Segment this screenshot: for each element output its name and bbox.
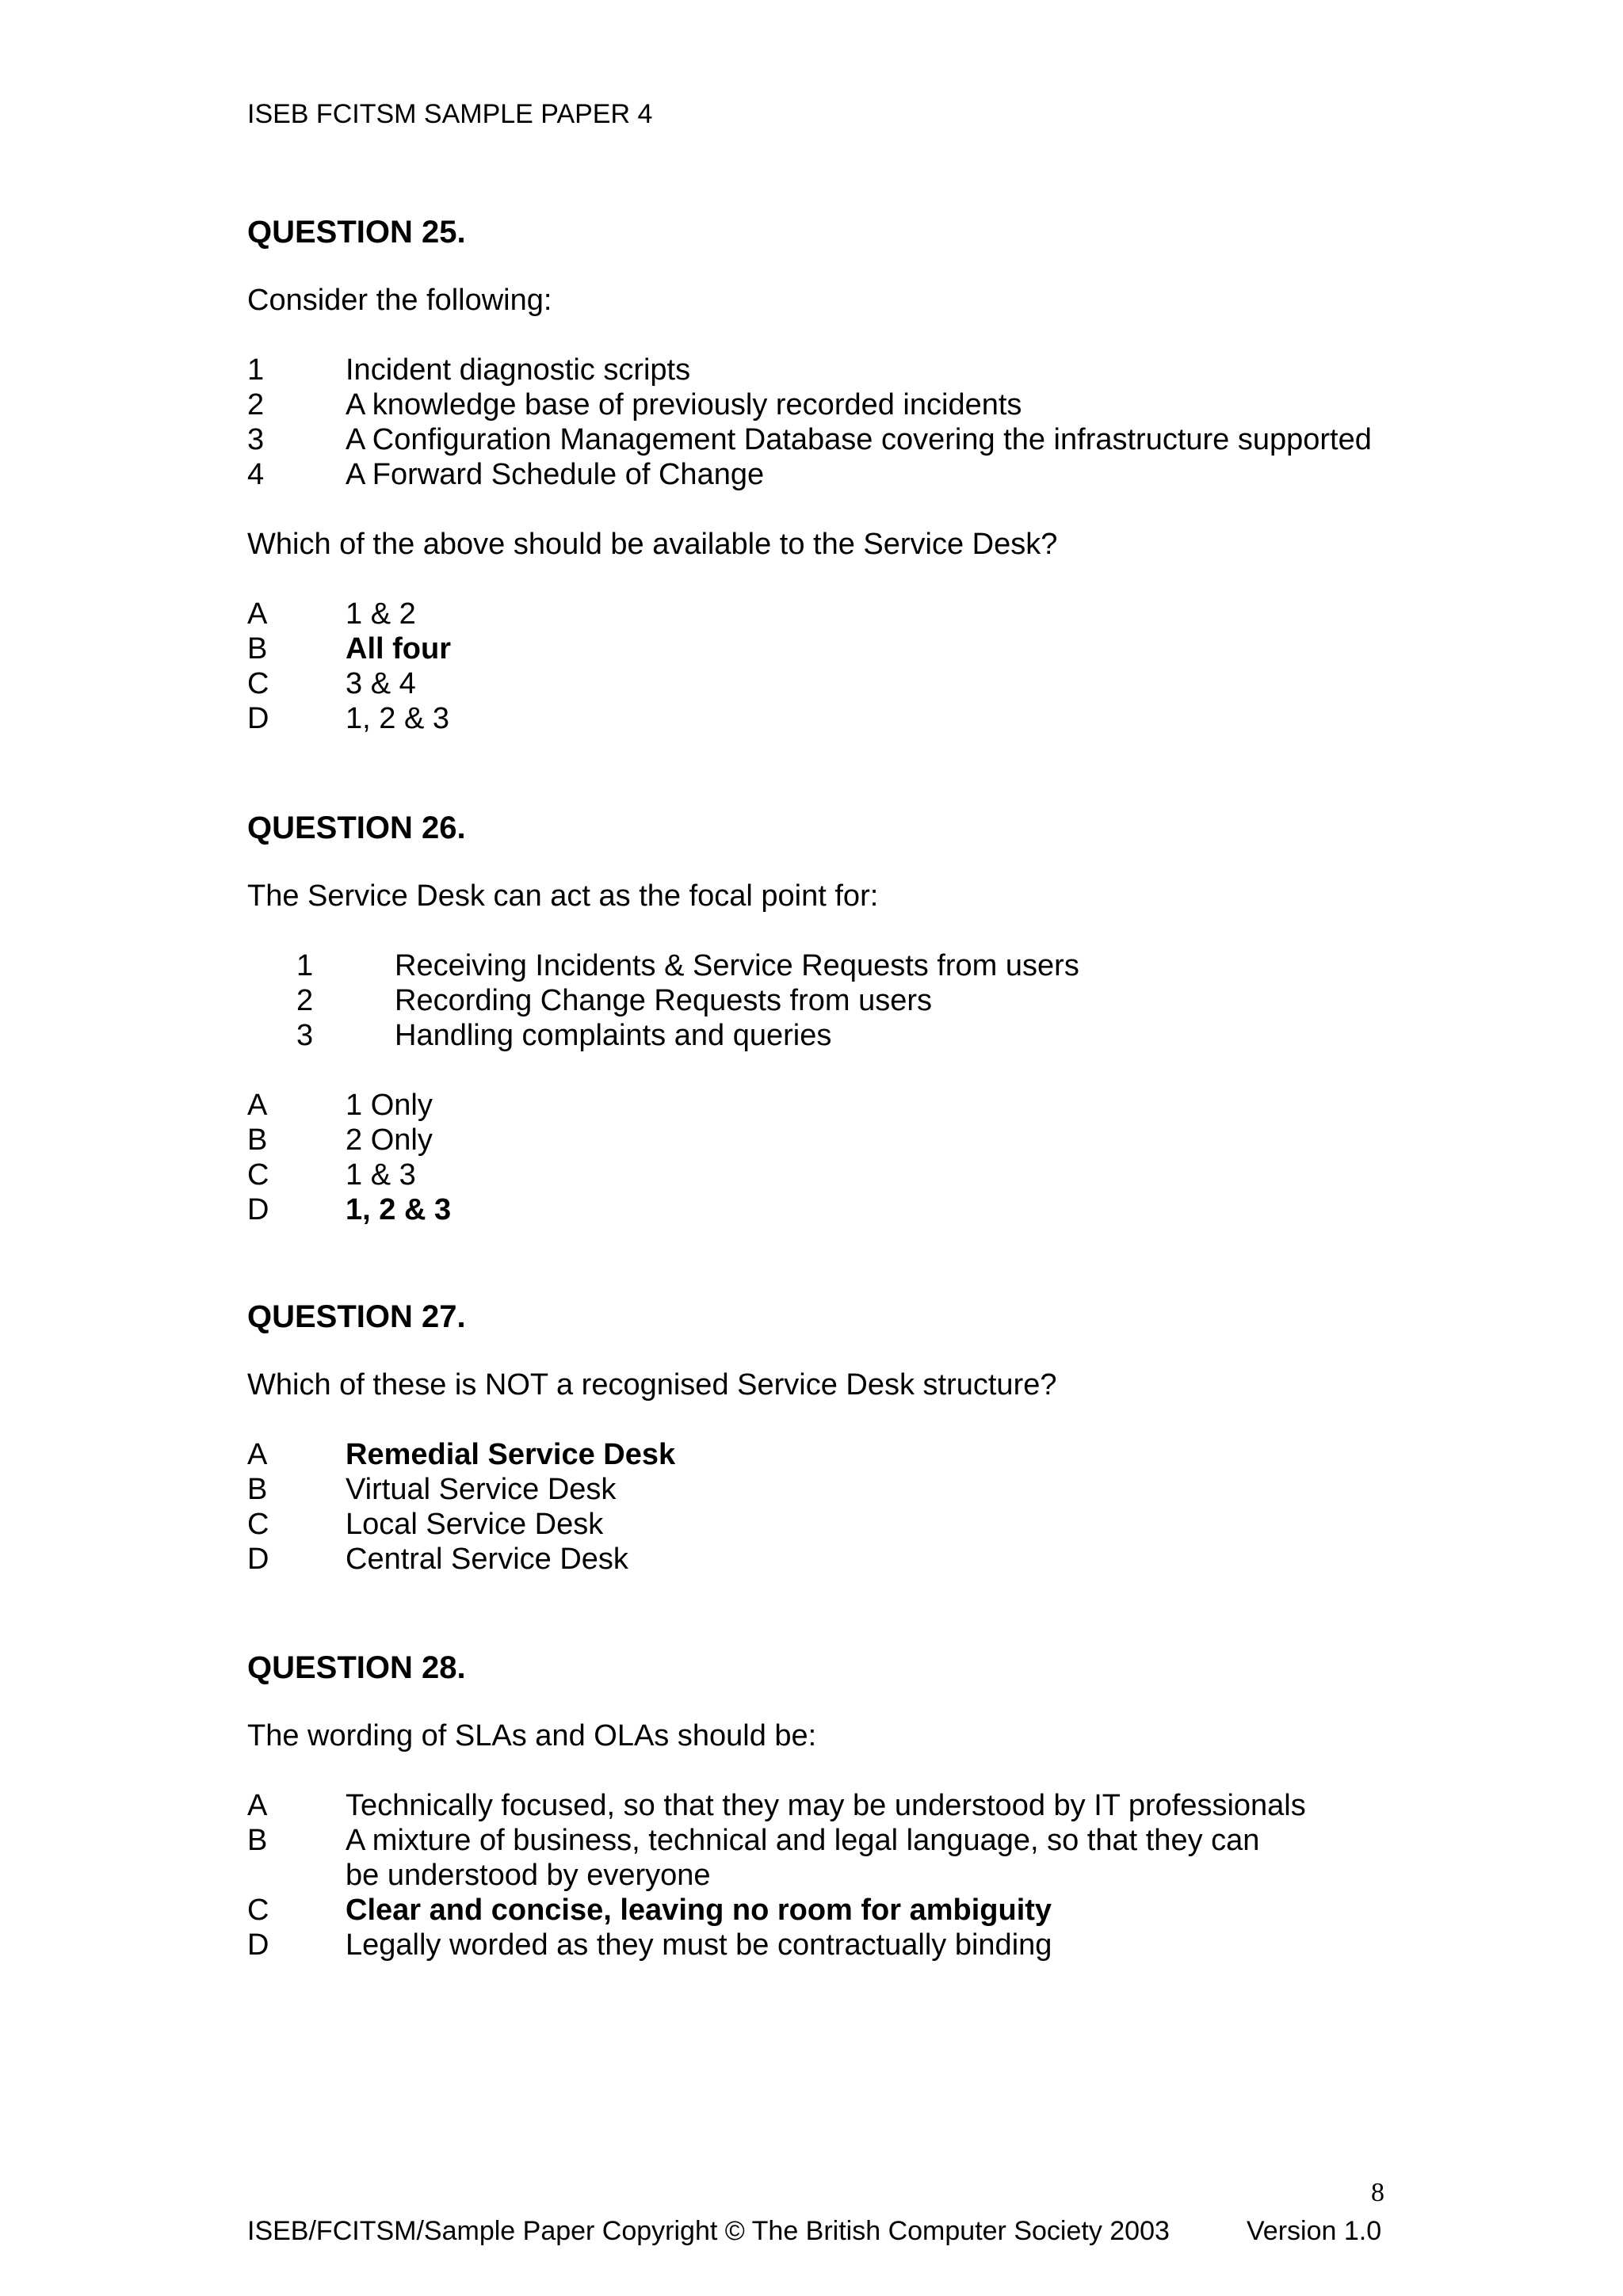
- question-prompt: Which of the above should be available to the Service Desk?: [247, 528, 1058, 561]
- question-intro: Which of these is NOT a recognised Service Desk structure?: [247, 1368, 1057, 1402]
- option-letter: A: [247, 1789, 268, 1822]
- item-number: 2: [296, 984, 314, 1017]
- list-item: [247, 353, 1396, 387]
- question-intro: The wording of SLAs and OLAs should be:: [247, 1719, 817, 1753]
- option-text-correct: 1, 2 & 3: [346, 1193, 452, 1226]
- answer-option: [247, 597, 1396, 631]
- answer-option: [247, 701, 1396, 736]
- list-item: [247, 457, 1396, 492]
- answer-option: [247, 1192, 1396, 1227]
- option-text: 1 & 3: [346, 1158, 416, 1192]
- option-letter: C: [247, 667, 269, 700]
- list-item: [247, 422, 1396, 457]
- option-text-correct: All four: [346, 632, 451, 666]
- answer-option: [247, 1823, 1396, 1893]
- answer-options: [247, 1088, 1396, 1227]
- answer-option: [247, 1088, 1396, 1123]
- answer-option: [247, 1507, 1396, 1542]
- question-title: QUESTION 25.: [247, 215, 466, 250]
- item-number: 1: [296, 949, 314, 982]
- answer-option: [247, 1158, 1396, 1192]
- answer-option: [247, 1893, 1396, 1928]
- page-number: 8: [1371, 2178, 1384, 2207]
- option-letter: A: [247, 597, 268, 631]
- question-intro: The Service Desk can act as the focal point for:: [247, 879, 879, 913]
- question-27: [247, 1299, 1396, 1577]
- item-text: A Forward Schedule of Change: [346, 458, 765, 491]
- question-title: QUESTION 28.: [247, 1650, 466, 1685]
- item-text: Incident diagnostic scripts: [346, 353, 691, 387]
- option-letter: B: [247, 1824, 268, 1857]
- option-text: Legally worded as they must be contractually binding: [346, 1928, 1052, 1962]
- option-letter: D: [247, 1543, 269, 1576]
- option-text: 2 Only: [346, 1123, 433, 1157]
- answer-options: [247, 597, 1396, 736]
- item-list: [247, 948, 1396, 1053]
- item-text: A knowledge base of previously recorded incidents: [346, 388, 1022, 421]
- option-letter: C: [247, 1894, 269, 1927]
- question-title: QUESTION 27.: [247, 1299, 466, 1334]
- option-text: 1 & 2: [346, 597, 416, 631]
- question-28: [247, 1650, 1396, 1962]
- answer-option: [247, 631, 1396, 666]
- option-letter: B: [247, 1473, 268, 1506]
- question-25: [247, 214, 1396, 736]
- answer-option: [247, 1928, 1396, 1962]
- answer-option: [247, 1788, 1396, 1823]
- item-text: Handling complaints and queries: [395, 1019, 832, 1052]
- option-text: A mixture of business, technical and legal language, so that they can be understood by everyone: [346, 1824, 1260, 1892]
- question-intro: Consider the following:: [247, 284, 552, 317]
- answer-option: [247, 1123, 1396, 1158]
- item-number: 4: [247, 458, 265, 491]
- list-item: [247, 983, 1396, 1018]
- option-letter: D: [247, 702, 269, 735]
- answer-options: [247, 1437, 1396, 1577]
- answer-option: [247, 666, 1396, 701]
- option-letter: D: [247, 1928, 269, 1962]
- option-letter: C: [247, 1158, 269, 1192]
- option-letter: B: [247, 1123, 268, 1157]
- option-text: 1, 2 & 3: [346, 702, 449, 735]
- item-list: [247, 353, 1396, 492]
- option-text: Technically focused, so that they may be understood by IT professionals: [346, 1789, 1306, 1822]
- item-text: A Configuration Management Database covering the infrastructure supported: [346, 423, 1372, 456]
- option-letter: B: [247, 632, 268, 666]
- option-text: Central Service Desk: [346, 1543, 628, 1576]
- option-text-correct: Clear and concise, leaving no room for ambiguity: [346, 1894, 1052, 1927]
- answer-option: [247, 1437, 1396, 1472]
- item-number: 1: [247, 353, 265, 387]
- option-text: 1 Only: [346, 1089, 433, 1122]
- answer-option: [247, 1472, 1396, 1507]
- option-text: Virtual Service Desk: [346, 1473, 617, 1506]
- answer-option: [247, 1542, 1396, 1577]
- item-text: Receiving Incidents & Service Requests from users: [395, 949, 1079, 982]
- list-item: [247, 948, 1396, 983]
- option-text-correct: Remedial Service Desk: [346, 1438, 676, 1471]
- option-text: 3 & 4: [346, 667, 416, 700]
- list-item: [247, 1018, 1396, 1053]
- answer-options: [247, 1788, 1396, 1962]
- option-letter: C: [247, 1508, 269, 1541]
- option-letter: A: [247, 1438, 268, 1471]
- list-item: [247, 387, 1396, 422]
- footer-copyright: ISEB/FCITSM/Sample Paper Copyright © The British Computer Society 2003: [247, 2216, 1170, 2246]
- item-text: Recording Change Requests from users: [395, 984, 933, 1017]
- item-number: 3: [247, 423, 265, 456]
- item-number: 3: [296, 1019, 314, 1052]
- question-26: [247, 810, 1396, 1227]
- item-number: 2: [247, 388, 265, 421]
- page-header: ISEB FCITSM SAMPLE PAPER 4: [247, 99, 653, 129]
- footer-version: Version 1.0: [1247, 2216, 1382, 2246]
- option-text: Local Service Desk: [346, 1508, 604, 1541]
- option-letter: D: [247, 1193, 269, 1226]
- question-title: QUESTION 26.: [247, 810, 466, 845]
- option-letter: A: [247, 1089, 268, 1122]
